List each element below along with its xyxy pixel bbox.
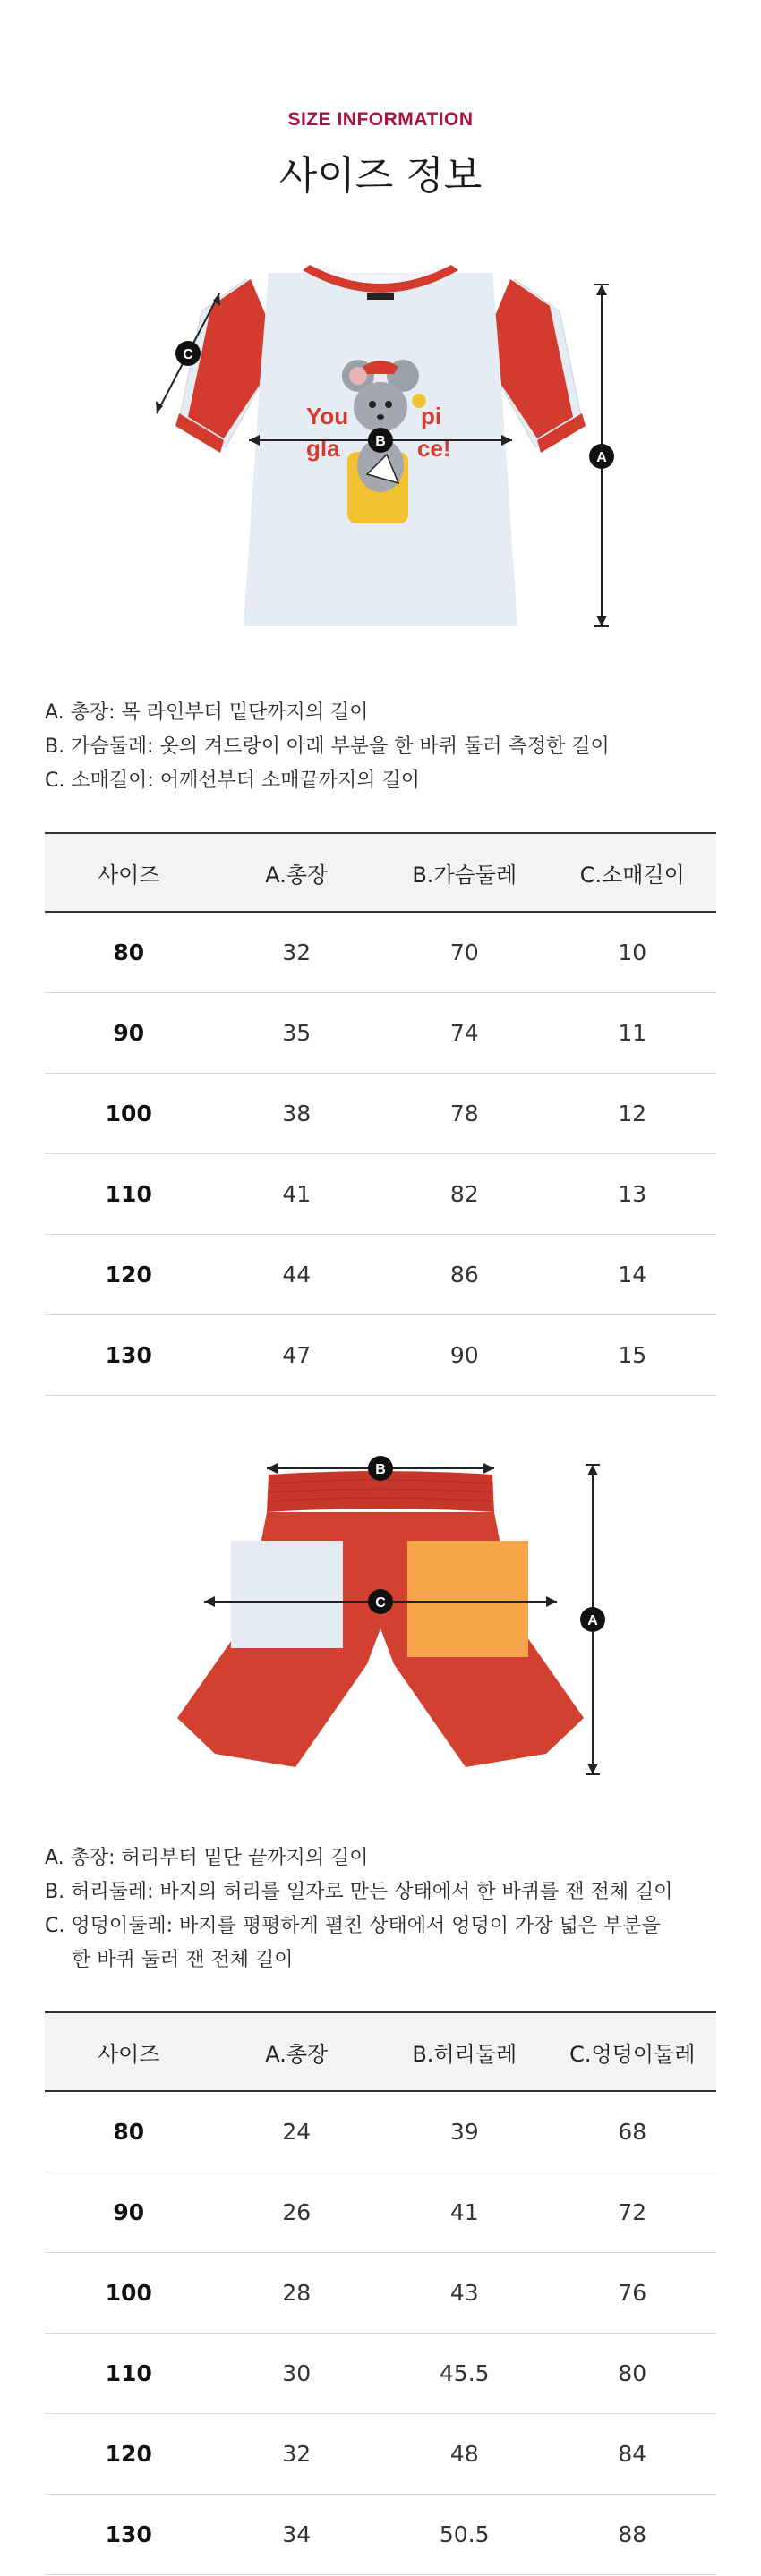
print-pi: pi <box>421 403 442 429</box>
chest-cell: 70 <box>380 912 549 992</box>
size-cell: 120 <box>45 1234 213 1314</box>
waist-cell: 45.5 <box>380 2333 549 2413</box>
table-row <box>45 1153 716 1234</box>
size-cell: 110 <box>45 1153 213 1234</box>
section-eyebrow: SIZE INFORMATION <box>287 109 474 130</box>
hip-cell: 68 <box>549 2091 717 2172</box>
table-row <box>45 2172 716 2252</box>
size-cell: 100 <box>45 1073 213 1153</box>
print-you: You <box>306 403 349 429</box>
size-cell: 110 <box>45 2333 213 2413</box>
size-cell: 80 <box>45 2091 213 2172</box>
length-cell: 38 <box>213 1073 381 1153</box>
size-cell: 80 <box>45 912 213 992</box>
svg-text:B: B <box>375 1462 386 1477</box>
length-cell: 26 <box>213 2172 381 2252</box>
length-cell: 41 <box>213 1153 381 1234</box>
shorts-note-hip: C. 엉덩이둘레: 바지를 평평하게 펼친 상태에서 엉덩이 가장 넓은 부분을 <box>45 1915 661 1937</box>
table-row <box>45 1314 716 1395</box>
shorts-measure-notes <box>45 1841 725 1977</box>
header-chest: B.가슴둘레 <box>380 833 549 912</box>
shorts-illustration <box>177 1471 584 1767</box>
tshirt-measure-notes <box>45 696 725 798</box>
sleeve-cell: 10 <box>549 912 717 992</box>
sleeve-cell: 13 <box>549 1153 717 1234</box>
length-cell: 47 <box>213 1314 381 1395</box>
sleeve-cell: 12 <box>549 1073 717 1153</box>
waist-cell: 43 <box>380 2252 549 2333</box>
tshirt-note-chest: B. 가슴둘레: 옷의 겨드랑이 아래 부분을 한 바퀴 둘러 측정한 길이 <box>45 735 610 758</box>
svg-text:A: A <box>587 1613 598 1628</box>
shorts-figure <box>0 1441 761 1798</box>
size-cell: 130 <box>45 2494 213 2574</box>
table-row <box>45 2091 716 2172</box>
header-sleeve: C.소매길이 <box>549 833 717 912</box>
table-header-row <box>45 2012 716 2091</box>
tshirt-note-sleeve: C. 소매길이: 어깨선부터 소매끝까지의 길이 <box>45 769 421 792</box>
hip-cell: 80 <box>549 2333 717 2413</box>
table-row <box>45 2333 716 2413</box>
tshirt-figure <box>0 259 761 653</box>
header-waist: B.허리둘레 <box>380 2012 549 2091</box>
svg-text:C: C <box>183 347 193 362</box>
table-row <box>45 992 716 1073</box>
total-length-guide <box>589 285 614 626</box>
length-cell: 44 <box>213 1234 381 1314</box>
chest-cell: 82 <box>380 1153 549 1234</box>
waist-cell: 48 <box>380 2413 549 2494</box>
sleeve-cell: 11 <box>549 992 717 1073</box>
table-row <box>45 912 716 992</box>
hip-cell: 88 <box>549 2494 717 2574</box>
table-row <box>45 2413 716 2494</box>
shorts-note-waist: B. 허리둘레: 바지의 허리를 일자로 만든 상태에서 한 바퀴를 잰 전체 길이 <box>45 1881 673 1903</box>
pocket-left <box>231 1541 343 1648</box>
table-row <box>45 2494 716 2574</box>
header-length: A.총장 <box>213 833 381 912</box>
tshirt-size-table <box>45 832 716 1396</box>
length-cell: 32 <box>213 2413 381 2494</box>
table-row <box>45 1073 716 1153</box>
svg-text:C: C <box>375 1595 386 1611</box>
svg-text:A: A <box>596 450 607 465</box>
print-gla: gla <box>306 435 340 462</box>
page-title: 사이즈 정보 <box>278 153 483 199</box>
waist-cell: 39 <box>380 2091 549 2172</box>
size-cell: 90 <box>45 992 213 1073</box>
chest-cell: 90 <box>380 1314 549 1395</box>
hip-cell: 76 <box>549 2252 717 2333</box>
chest-cell: 78 <box>380 1073 549 1153</box>
header-size: 사이즈 <box>45 2012 213 2091</box>
print-ce: ce! <box>417 435 451 462</box>
shorts-note-hip-cont: 한 바퀴 둘러 잰 전체 길이 <box>72 1949 294 1971</box>
hip-cell: 72 <box>549 2172 717 2252</box>
table-header-row <box>45 833 716 912</box>
hip-cell: 84 <box>549 2413 717 2494</box>
waist-cell: 50.5 <box>380 2494 549 2574</box>
header-length: A.총장 <box>213 2012 381 2091</box>
chest-cell: 74 <box>380 992 549 1073</box>
sleeve-cell: 15 <box>549 1314 717 1395</box>
size-cell: 90 <box>45 2172 213 2252</box>
length-cell: 32 <box>213 912 381 992</box>
length-cell: 34 <box>213 2494 381 2574</box>
sleeve-cell: 14 <box>549 1234 717 1314</box>
length-cell: 28 <box>213 2252 381 2333</box>
size-cell: 120 <box>45 2413 213 2494</box>
tshirt-note-length: A. 총장: 목 라인부터 밑단까지의 길이 <box>45 701 369 724</box>
pocket-right <box>407 1541 528 1657</box>
shorts-note-length: A. 총장: 허리부터 밑단 끝까지의 길이 <box>45 1847 369 1869</box>
header-size: 사이즈 <box>45 833 213 912</box>
header-hip: C.엉덩이둘레 <box>549 2012 717 2091</box>
svg-text:B: B <box>375 434 386 449</box>
table-row <box>45 1234 716 1314</box>
length-cell: 24 <box>213 2091 381 2172</box>
length-cell: 30 <box>213 2333 381 2413</box>
shorts-size-table <box>45 2011 716 2575</box>
chest-cell: 86 <box>380 1234 549 1314</box>
table-row <box>45 2252 716 2333</box>
shorts-length-guide <box>580 1465 605 1774</box>
waist-cell: 41 <box>380 2172 549 2252</box>
size-cell: 100 <box>45 2252 213 2333</box>
length-cell: 35 <box>213 992 381 1073</box>
size-cell: 130 <box>45 1314 213 1395</box>
